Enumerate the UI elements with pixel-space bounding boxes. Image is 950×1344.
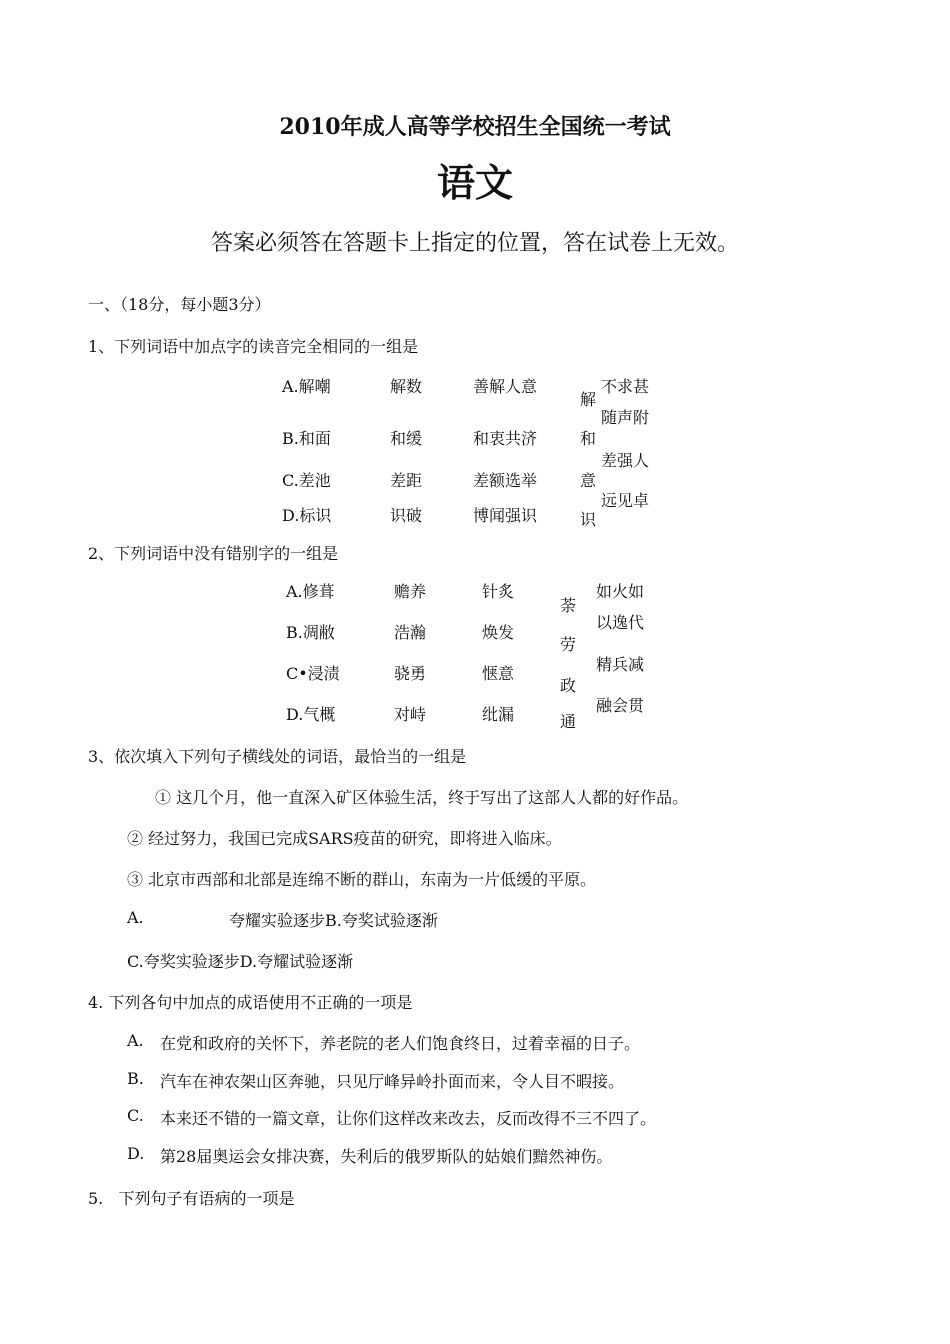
q1-option-d-word1: D.标识 <box>282 506 332 525</box>
q4-option-d-text: 第28届奥运会女排决赛，失利后的俄罗斯队的姑娘们黯然神伤。 <box>160 1147 613 1166</box>
q1-fragment-4: 识 <box>580 510 597 529</box>
q2-option-b-word3: 焕发 <box>482 623 515 642</box>
q1-option-b-word1: B.和面 <box>282 429 331 448</box>
q2-option-d-word2: 对峙 <box>394 705 427 724</box>
q2-option-a-word4: 如火如 <box>596 582 645 601</box>
q1-option-b-word4: 随声附 <box>601 408 650 427</box>
q3-option-a-label: A. <box>127 908 144 927</box>
q1-option-a-word4: 不求甚 <box>601 377 650 396</box>
q1-option-c-word4: 差强人 <box>601 451 650 470</box>
q2-option-d-word4: 融会贯 <box>596 696 645 715</box>
q4-option-b-label: B. <box>127 1069 144 1088</box>
q2-option-d-word3: 纰漏 <box>482 705 515 724</box>
answer-notice: 答案必须答在答题卡上指定的位置，答在试卷上无效。 <box>210 231 739 256</box>
q1-option-a-word3: 善解人意 <box>473 377 538 396</box>
q2-option-b-word4: 以逸代 <box>596 613 645 632</box>
q2-option-a-word1: A.修葺 <box>286 582 335 601</box>
q3-sentence-3: ③ 北京市西部和北部是连绵不断的群山，东南为一片低缓的平原。 <box>127 870 597 889</box>
q2-stem: 2、下列词语中没有错别字的一组是 <box>88 544 339 563</box>
q1-option-c-word1: C.差池 <box>282 471 331 490</box>
q3-sentence-2: ② 经过努力，我国已完成SARS疫苗的研究，即将进入临床。 <box>127 829 562 848</box>
q2-option-c-word2: 骁勇 <box>394 664 427 683</box>
q4-option-c-label: C. <box>127 1106 144 1125</box>
q2-option-a-word3: 针炙 <box>482 582 515 601</box>
q1-fragment-3: 意 <box>580 471 597 490</box>
q1-option-c-word3: 差额选举 <box>473 471 538 490</box>
q2-option-c-word3: 惬意 <box>482 664 515 683</box>
exam-title: 2010年成人高等学校招生全国统一考试 <box>279 114 671 140</box>
q4-option-a-text: 在党和政府的关怀下，养老院的老人们饱食终日，过着幸福的日子。 <box>160 1034 641 1053</box>
q2-fragment-1: 荼 <box>560 596 577 615</box>
q3-stem: 3、依次填入下列句子横线处的词语，最恰当的一组是 <box>88 747 467 766</box>
q4-option-d-label: D. <box>127 1144 145 1163</box>
subject-title: 语文 <box>436 161 513 205</box>
q4-option-b-text: 汽车在神农架山区奔驰，只见厅峰异岭扑面而来，令人目不暇接。 <box>160 1072 625 1091</box>
q4-option-c-text: 本来还不错的一篇文章，让你们这样改来改去，反而改得不三不四了。 <box>160 1109 657 1128</box>
q1-option-d-word4: 远见卓 <box>601 491 650 510</box>
q2-option-d-word1: D.气概 <box>286 705 336 724</box>
q4-option-a-label: A. <box>127 1031 144 1050</box>
q2-option-c-word4: 精兵减 <box>596 655 645 674</box>
q5-stem: 5. 下列句子有语病的一项是 <box>88 1189 295 1208</box>
q1-option-d-word2: 识破 <box>390 506 423 525</box>
q2-option-c-word1: C•浸渍 <box>286 664 340 683</box>
q2-fragment-4: 通 <box>560 712 577 731</box>
section-heading: 一、（18分，每小题3分） <box>88 295 271 314</box>
q1-option-a-word1: A.解嘲 <box>282 377 331 396</box>
q1-fragment-1: 解 <box>580 390 597 409</box>
q1-option-c-word2: 差距 <box>390 471 423 490</box>
q2-option-a-word2: 赡养 <box>394 582 427 601</box>
q1-option-b-word2: 和缓 <box>390 429 423 448</box>
q1-option-a-word2: 解数 <box>390 377 423 396</box>
q1-option-b-word3: 和衷共济 <box>473 429 538 448</box>
q2-fragment-2: 劳 <box>560 635 577 654</box>
q1-stem: 1、下列词语中加点字的读音完全相同的一组是 <box>88 337 419 356</box>
q3-option-c-d-text: C.夸奖实验逐步D.夸耀试验逐渐 <box>127 952 354 971</box>
q3-sentence-1: ① 这几个月，他一直深入矿区体验生活，终于写出了这部人人都的好作品。 <box>155 788 689 807</box>
q1-option-d-word3: 博闻强识 <box>473 506 538 525</box>
q2-option-b-word1: B.凋敝 <box>286 623 335 642</box>
q3-option-a-b-text: 夸耀实验逐步B.夸奖试验逐渐 <box>229 911 438 930</box>
q2-option-b-word2: 浩瀚 <box>394 623 427 642</box>
q4-stem: 4. 下列各句中加点的成语使用不正确的一项是 <box>88 993 413 1012</box>
q2-fragment-3: 政 <box>560 676 577 695</box>
q1-fragment-2: 和 <box>580 429 597 448</box>
